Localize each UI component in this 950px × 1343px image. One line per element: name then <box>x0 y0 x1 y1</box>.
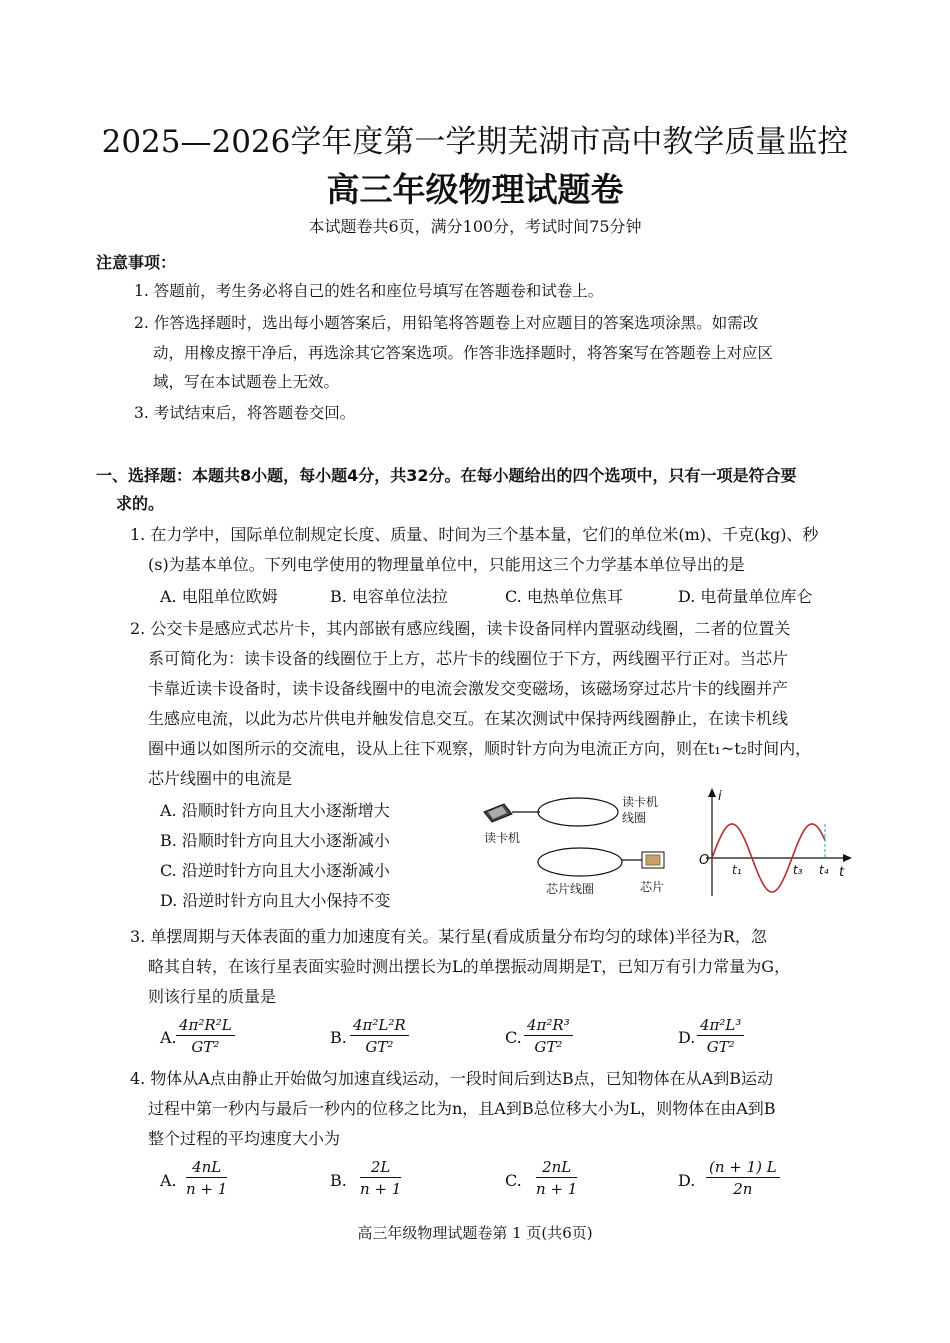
q1-line-2: (s)为基本单位。下列电学使用的物理量单位中，只能用这三个力学基本单位导出的是 <box>148 555 745 574</box>
q4-option-a-fraction <box>186 1158 227 1198</box>
chip-coil-label: 芯片线圈 <box>546 882 595 896</box>
q4-option-a-num: 4nL <box>186 1158 227 1178</box>
origin-label: O <box>699 853 710 868</box>
q3-line-1: 3. 单摆周期与天体表面的重力加速度有关。某行星(看成质量分布均匀的球体)半径为R，忽 <box>130 927 767 946</box>
notice-item-1: 1. 答题前，考生务必将自己的姓名和座位号填写在答题卷和试卷上。 <box>134 282 604 300</box>
q3-line-3: 则该行星的质量是 <box>148 987 277 1006</box>
q3-option-d-num: 4π²L³ <box>697 1016 744 1036</box>
q4-line-3: 整个过程的平均速度大小为 <box>148 1129 341 1148</box>
q2-option-d: D. 沿逆时针方向且大小保持不变 <box>160 891 391 910</box>
exam-subtitle: 高三年级物理试题卷 <box>326 170 624 209</box>
chip-icon <box>642 852 664 868</box>
q1-option-c: C. 电热单位焦耳 <box>505 587 623 606</box>
q4-option-d-den: 2n <box>733 1180 753 1198</box>
q4-option-d-label: D. <box>678 1171 696 1190</box>
q4-option-c-num: 2nL <box>536 1158 577 1178</box>
q3-option-c-fraction <box>524 1016 573 1056</box>
q4-option-d-fraction <box>706 1158 780 1198</box>
q3-line-2: 略其自转，在该行星表面实验时测出摆长为L的单摆振动周期是T，已知万有引力常量为G， <box>148 957 791 976</box>
q4-option-c-label: C. <box>505 1171 522 1190</box>
q2-line-4: 生感应电流，以此为芯片供电并触发信息交互。在某次测试中保持两线圈静止，在读卡机线 <box>148 709 789 728</box>
reader-device-icon <box>484 804 512 822</box>
t1-label: t₁ <box>732 863 742 877</box>
t-axis-arrow <box>843 854 852 862</box>
q3-option-a-fraction <box>176 1016 235 1056</box>
q3-option-b-den: GT² <box>365 1038 394 1056</box>
axis-t-label: t <box>839 865 845 880</box>
q3-option-a-den: GT² <box>191 1038 220 1056</box>
q2-option-b: B. 沿顺时针方向且大小逐渐减小 <box>160 831 390 850</box>
reader-coil-label-2: 线圈 <box>622 811 647 825</box>
notice-item-2: 2. 作答选择题时，选出每小题答案后，用铅笔将答题卷上对应题目的答案选项涂黑。如需改 <box>134 314 759 332</box>
q2-line-3: 卡靠近读卡设备时，读卡设备线圈中的电流会激发交变磁场，该磁场穿过芯片卡的线圈并产 <box>148 679 789 698</box>
q3-option-d-label: D. <box>678 1028 696 1047</box>
q3-option-b-label: B. <box>330 1028 347 1047</box>
q4-option-a-label: A. <box>160 1171 177 1190</box>
q2-line-1: 2. 公交卡是感应式芯片卡，其内部嵌有感应线圈，读卡设备同样内置驱动线圈，二者的位置关 <box>130 619 791 638</box>
chip-label: 芯片 <box>640 880 665 894</box>
q4-option-c-den: n + 1 <box>536 1180 578 1198</box>
q4-line-2: 过程中第一秒内与最后一秒内的位移之比为n，且A到B总位移大小为L，则物体在由A到B <box>148 1099 776 1118</box>
q3-option-a-num: 4π²R²L <box>176 1016 235 1036</box>
q1-option-d: D. 电荷量单位库仑 <box>678 587 813 606</box>
coil-figure <box>470 790 710 900</box>
q4-option-b-label: B. <box>330 1171 347 1190</box>
q2-option-a: A. 沿顺时针方向且大小逐渐增大 <box>160 801 390 820</box>
q2-line-6: 芯片线圈中的电流是 <box>148 769 293 788</box>
q3-option-d-den: GT² <box>706 1038 735 1056</box>
t3-label: t₃ <box>793 863 803 877</box>
q4-option-b-den: n + 1 <box>360 1180 402 1198</box>
q2-line-5: 圈中通以如图所示的交流电，设从上往下观察，顺时针方向为电流正方向，则在t₁~t₂时间内， <box>148 739 812 758</box>
q2-line-2: 系可简化为：读卡设备的线圈位于上方，芯片卡的线圈位于下方，两线圈平行正对。当芯片 <box>148 649 789 668</box>
section-heading: 一、选择题：本题共8小题，每小题4分，共32分。在每小题给出的四个选项中，只有一项是符合要 <box>96 466 797 485</box>
page-footer: 高三年级物理试题卷第 1 页(共6页) <box>357 1224 593 1242</box>
q4-option-b-num: 2L <box>360 1158 401 1178</box>
exam-title: 2025—2026学年度第一学期芜湖市高中教学质量监控 <box>101 124 849 160</box>
q1-option-a: A. 电阻单位欧姆 <box>160 587 278 606</box>
i-axis-arrow <box>708 788 716 797</box>
current-time-graph <box>696 784 856 898</box>
notice-heading: 注意事项： <box>96 253 177 272</box>
q3-option-b-fraction <box>350 1016 409 1056</box>
reader-coil <box>538 798 618 826</box>
axis-i-label: i <box>718 789 722 804</box>
q4-option-b-fraction <box>360 1158 401 1198</box>
t4-label: t₄ <box>819 863 829 877</box>
q3-option-c-label: C. <box>505 1028 522 1047</box>
q4-line-1: 4. 物体从A点由静止开始做匀加速直线运动，一段时间后到达B点，已知物体在从A到B运动 <box>130 1069 773 1088</box>
exam-info: 本试题卷共6页，满分100分，考试时间75分钟 <box>308 217 642 236</box>
q3-option-a-label: A. <box>160 1028 177 1047</box>
q3-option-c-num: 4π²R³ <box>524 1016 573 1036</box>
q4-option-d-num: (n + 1) L <box>706 1158 780 1178</box>
notice-item-3: 3. 考试结束后，将答题卷交回。 <box>134 404 356 422</box>
notice-item-2-cont2: 域，写在本试题卷上无效。 <box>153 373 340 391</box>
q1-option-b: B. 电容单位法拉 <box>330 587 448 606</box>
section-heading-cont: 求的。 <box>116 494 165 513</box>
reader-label: 读卡机 <box>484 831 521 845</box>
q3-option-b-num: 4π²L²R <box>350 1016 409 1036</box>
q4-option-c-fraction <box>536 1158 577 1198</box>
chip-coil <box>538 848 622 876</box>
q1-line-1: 1. 在力学中，国际单位制规定长度、质量、时间为三个基本量，它们的单位米(m)、千克(kg)、秒 <box>130 525 819 544</box>
q2-option-c: C. 沿逆时针方向且大小逐渐减小 <box>160 861 390 880</box>
reader-coil-label-1: 读卡机 <box>622 795 659 809</box>
q3-option-c-den: GT² <box>534 1038 563 1056</box>
q4-option-a-den: n + 1 <box>186 1180 228 1198</box>
q3-option-d-fraction <box>697 1016 744 1056</box>
notice-item-2-cont: 动，用橡皮擦干净后，再选涂其它答案选项。作答非选择题时，将答案写在答题卷上对应区 <box>153 344 774 362</box>
